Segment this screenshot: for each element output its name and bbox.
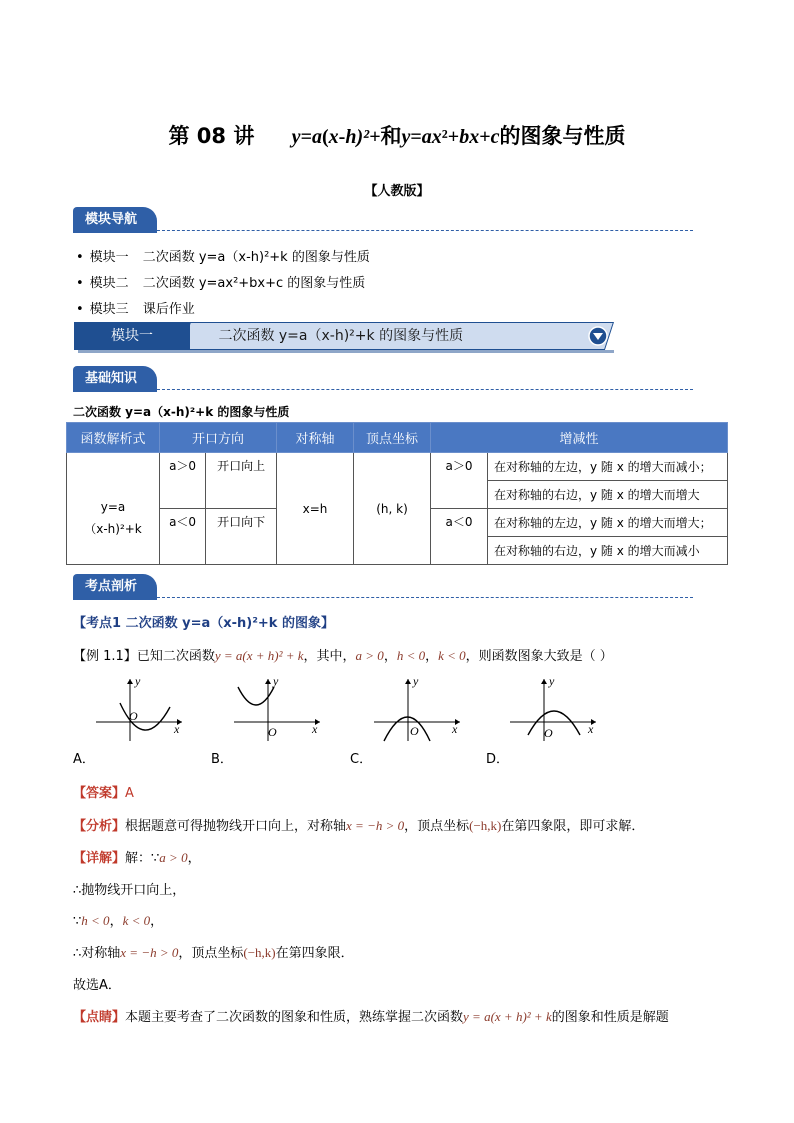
edition-label: 【人教版】 (364, 184, 430, 199)
connector-text: 和 (380, 124, 402, 148)
table-row (67, 453, 728, 481)
function-expression-cell: y=a （x-h)²+k (67, 453, 160, 565)
chevron-down-circle-icon[interactable] (588, 326, 608, 346)
module-banner-title: 二次函数 y=a（x-h)²+k 的图象与性质 (181, 322, 614, 350)
example-question: 【例 1.1】已知二次函数y = a(x + h)² + k，其中，a > 0，h < 0，k < 0，则函数图象大致是（ ） (73, 648, 613, 664)
section-tab: 基础知识 (73, 366, 157, 392)
graph-option-d (506, 673, 606, 743)
condition-cell: a＞0 (431, 453, 488, 509)
table-header-row (67, 423, 728, 453)
module-banner (74, 322, 614, 352)
section-divider (157, 230, 693, 231)
formula-general-form: y=ax²+bx+c (401, 126, 500, 148)
nav-item-module-1[interactable]: • 模块一 二次函数 y=a（x-h)²+k 的图象与性质 (76, 250, 370, 265)
section-divider (157, 389, 693, 390)
section-header-nav (73, 207, 693, 233)
page-title (0, 120, 794, 150)
detail-line-4: ∴对称轴x = −h > 0，顶点坐标(−h,k)在第四象限． (73, 945, 354, 961)
monotonicity-cell: 在对称轴的左边，y 随 x 的增大而减小； (488, 453, 728, 481)
option-label-c[interactable]: C． (350, 752, 373, 767)
banner-shadow (78, 350, 614, 353)
detail-line-5: 故选A． (73, 978, 121, 993)
condition-cell: a＜0 (431, 509, 488, 565)
table-header: 顶点坐标 (354, 423, 431, 453)
y-axis-label: y (549, 674, 555, 688)
section-divider (157, 597, 693, 598)
section-tab: 考点剖析 (73, 574, 157, 600)
symmetry-axis-cell: x=h (277, 453, 354, 565)
option-label-d[interactable]: D． (486, 752, 510, 767)
example-formula: y = a(x + h)² + k (214, 648, 304, 663)
x-axis-label: x (588, 722, 594, 736)
bullet-icon: • (76, 302, 84, 317)
section-header-analysis (73, 574, 693, 600)
graph-option-c (370, 673, 470, 743)
table-title: 二次函数 y=a（x-h)²+k 的图象与性质 (73, 405, 290, 419)
y-axis-label: y (135, 674, 141, 688)
answer-line: 【答案】A (73, 786, 134, 801)
table-header: 对称轴 (277, 423, 354, 453)
analysis-line: 【分析】根据题意可得抛物线开口向上，对称轴x = −h > 0，顶点坐标(−h,k)在第四象限，即可求解． (73, 818, 645, 834)
detail-line-2: ∴抛物线开口向上， (73, 883, 186, 898)
y-axis-label: y (413, 674, 419, 688)
nav-item-module-3[interactable]: • 模块三 课后作业 (76, 302, 195, 317)
formula-vertex-form: y=a(x-h)²+ (291, 126, 381, 148)
x-axis-label: x (312, 722, 318, 736)
origin-label: O (544, 726, 553, 740)
kaodian-heading: 【考点1 二次函数 y=a（x-h)²+k 的图象】 (73, 616, 334, 631)
section-header-basics (73, 366, 693, 392)
bullet-icon: • (76, 250, 84, 265)
answer-value: A (125, 786, 134, 801)
properties-table (66, 422, 728, 565)
origin-label: O (268, 725, 277, 739)
opening-cell: 开口向下 (206, 509, 277, 565)
detail-line-3: ∵h < 0，k < 0， (73, 913, 164, 929)
monotonicity-cell: 在对称轴的右边，y 随 x 的增大而增大 (488, 481, 728, 509)
comment-line: 【点睛】本题主要考查了二次函数的图象和性质，熟练掌握二次函数y = a(x + h)² + k的图象和性质是解题 (73, 1009, 669, 1025)
monotonicity-cell: 在对称轴的右边，y 随 x 的增大而减小 (488, 537, 728, 565)
vertex-cell: (h, k) (354, 453, 431, 565)
bullet-icon: • (76, 276, 84, 291)
table-header: 开口方向 (160, 423, 277, 453)
nav-item-module-2[interactable]: • 模块二 二次函数 y=ax²+bx+c 的图象与性质 (76, 276, 366, 291)
opening-cell: 开口向上 (206, 453, 277, 509)
lecture-number: 第 08 讲 (168, 124, 255, 148)
origin-label: O (129, 709, 138, 723)
section-tab: 模块导航 (73, 207, 157, 233)
graph-option-a (92, 673, 192, 743)
y-axis-label: y (273, 674, 279, 688)
condition-cell: a＞0 (160, 453, 206, 509)
module-banner-label: 模块一 (74, 322, 190, 350)
x-axis-label: x (452, 722, 458, 736)
detail-line-1: 【详解】解：∵a > 0， (73, 850, 201, 866)
condition-cell: a＜0 (160, 509, 206, 565)
table-header: 函数解析式 (67, 423, 160, 453)
x-axis-label: x (174, 722, 180, 736)
graph-option-b (230, 673, 330, 743)
monotonicity-cell: 在对称轴的左边，y 随 x 的增大而增大； (488, 509, 728, 537)
title-suffix: 的图象与性质 (499, 124, 626, 148)
table-header: 增减性 (431, 423, 728, 453)
origin-label: O (410, 724, 419, 738)
option-label-b[interactable]: B． (211, 752, 233, 767)
option-label-a[interactable]: A． (73, 752, 95, 767)
